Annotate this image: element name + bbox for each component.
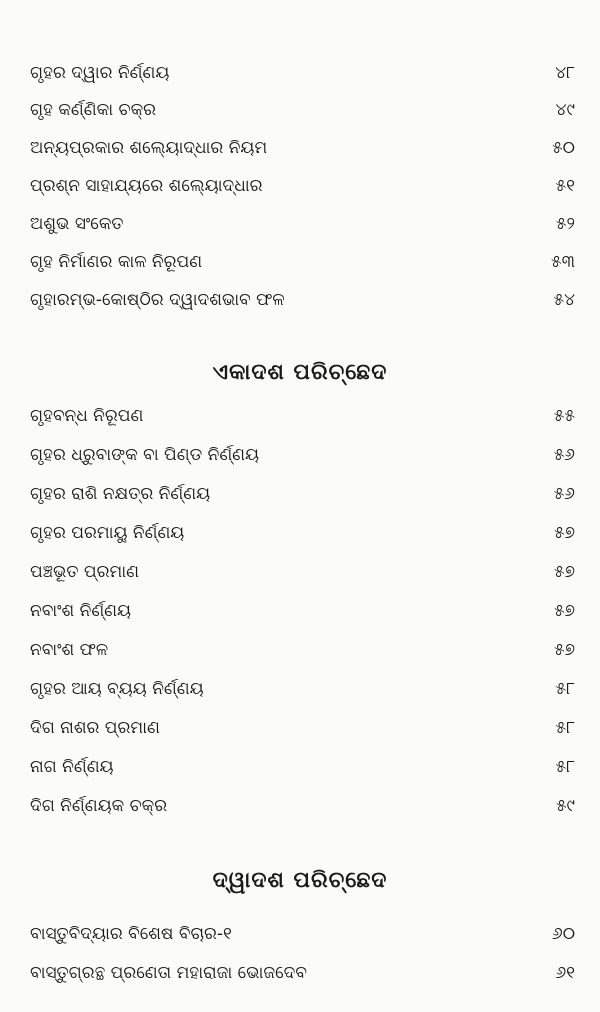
toc-entry [30, 398, 575, 434]
toc-entry [30, 593, 575, 629]
toc-entry-title: ନାଗ ନିର୍ଣ୍ଣୟ [30, 757, 114, 777]
toc-entry [30, 955, 575, 991]
toc-entry-title: ଅନ୍ୟପ୍ରକାର ଶଲ୍ୟୋଦ୍ଧାର ନିୟମ [30, 138, 268, 158]
toc-entry-page: ୫୫ [553, 406, 575, 426]
toc-entry-title: ବାସ୍ତୁଗ୍ରନ୍ଥ ପ୍ରଣେତା ମହାରାଜା ଭୋଜଦେବ [30, 963, 307, 983]
toc-entry-page: ୪୮ [555, 63, 575, 83]
toc-entry [30, 244, 575, 280]
toc-entry-title: ଗୃହାରମ୍ଭ-କୋଷ୍ଠିର ଦ୍ୱାଦଶଭାବ ଫଳ [30, 290, 285, 310]
toc-entry-title: ଦିଗ ନିର୍ଣ୍ଣୟକ ଚକ୍ର [30, 796, 168, 816]
toc-entry-page: ୫୮ [555, 718, 575, 738]
toc-entry-page: ୫୨ [555, 214, 575, 234]
toc-entry-page: ୬୦ [552, 924, 575, 944]
toc-entry-title: ବାସ୍ତୁବିଦ୍ୟାର ବିଶେଷ ବିଚାର-୧ [30, 924, 232, 944]
toc-entry [30, 515, 575, 551]
toc-entry-page: ୫୭ [553, 562, 575, 582]
toc-entry [30, 282, 575, 318]
toc-entry [30, 710, 575, 746]
toc-entry [30, 554, 575, 590]
toc-entry-page: ୫୦ [552, 138, 575, 158]
toc-entry-title: ନବାଂଶ ନିର୍ଣ୍ଣୟ [30, 601, 132, 621]
toc-entry-page: ୫୭ [553, 601, 575, 621]
toc-entry-title: ଗୃହର ଧ୍ରୁବାଙ୍କ ବା ପିଣ୍ଡ ନିର୍ଣ୍ଣୟ [30, 445, 260, 465]
chapter-heading: ଦ୍ୱାଦଶ ପରିଚ୍ଛେଦ [212, 868, 388, 893]
toc-entry-page: ୫୬ [553, 445, 575, 465]
toc-entry-page: ୫୬ [553, 484, 575, 504]
toc-entry [30, 437, 575, 473]
toc-entry-title: ପଞ୍ଚଭୂତ ପ୍ରମାଣ [30, 562, 139, 582]
toc-entry-title: ଅଶୁଭ ସଂକେତ [30, 214, 124, 234]
toc-entry [30, 916, 575, 952]
toc-entry-title: ଗୃହ କର୍ଣ୍ଣିକା ଚକ୍ର [30, 100, 157, 120]
toc-entry-title: ଗୃହ ନିର୍ମାଣର କାଳ ନିରୂପଣ [30, 252, 203, 272]
toc-entry-page: ୪୯ [555, 100, 575, 120]
toc-entry-title: ଦିଗ ନାଶର ପ୍ରମାଣ [30, 718, 160, 738]
toc-entry [30, 92, 575, 128]
toc-entry-title: ଗୃହର ଆୟ ବ୍ୟୟ ନିର୍ଣ୍ଣୟ [30, 679, 204, 699]
chapter-heading: ଏକାଦଶ ପରିଚ୍ଛେଦ [212, 360, 388, 385]
toc-entry-title: ନବାଂଶ ଫଳ [30, 640, 109, 660]
toc-entry-page: ୫୮ [555, 679, 575, 699]
toc-entry-title: ଗୃହର ପରମାୟୁ ନିର୍ଣ୍ଣୟ [30, 523, 185, 543]
toc-entry [30, 632, 575, 668]
toc-entry-page: ୫୭ [553, 523, 575, 543]
toc-entry [30, 671, 575, 707]
toc-entry-page: ୫୮ [555, 757, 575, 777]
toc-entry [30, 788, 575, 824]
toc-entry-page: ୫୯ [555, 796, 575, 816]
toc-entry [30, 130, 575, 166]
toc-entry [30, 206, 575, 242]
toc-entry-page: ୫୧ [555, 176, 575, 196]
toc-entry-title: ପ୍ରଶ୍ନ ସାହାଯ୍ୟରେ ଶଲ୍ୟୋଦ୍ଧାର [30, 176, 263, 196]
toc-entry [30, 749, 575, 785]
toc-entry [30, 476, 575, 512]
toc-entry-title: ଗୃହର ଦ୍ୱାର ନିର୍ଣ୍ଣୟ [30, 63, 170, 83]
toc-entry-page: ୬୧ [555, 963, 575, 983]
toc-entry-page: ୫୪ [553, 290, 575, 310]
toc-entry [30, 55, 575, 91]
toc-entry-title: ଗୃହର ରାଶି ନକ୍ଷତ୍ର ନିର୍ଣ୍ଣୟ [30, 484, 211, 504]
toc-entry-page: ୫୭ [553, 640, 575, 660]
toc-entry-page: ୫୩ [551, 252, 575, 272]
toc-entry-title: ଗୃହବନ୍ଧ ନିରୂପଣ [30, 406, 144, 426]
toc-entry [30, 168, 575, 204]
